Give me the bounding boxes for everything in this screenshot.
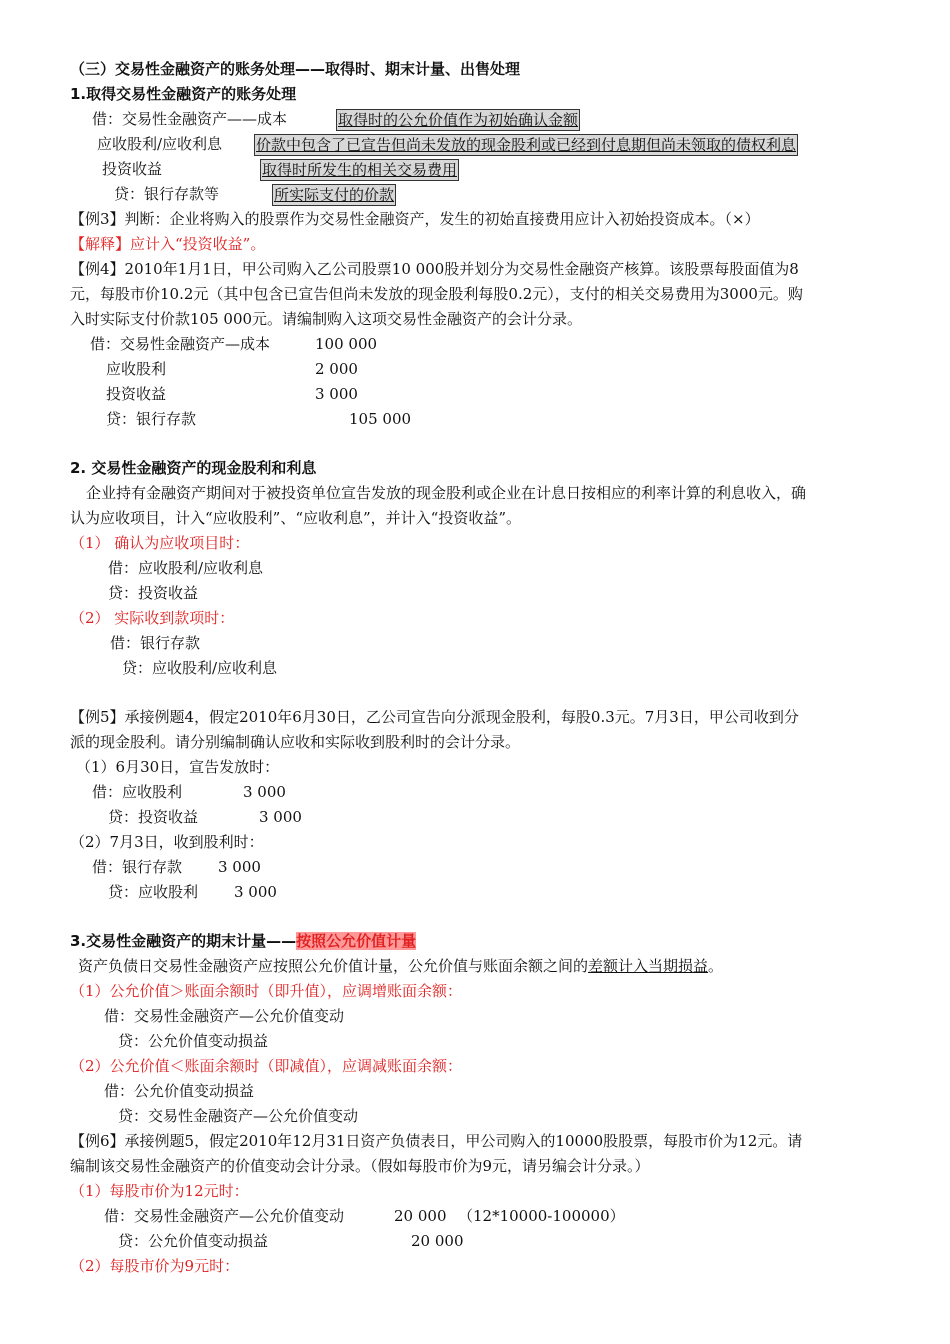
journal-row	[106, 407, 412, 432]
journal-account: 借：交易性金融资产—公允价值变动	[104, 1207, 345, 1225]
annotation-box: 价款中包含了已宣告但尚未发放的现金股利或已经到付息期但尚未领取的债权利息	[256, 136, 797, 154]
example-3-explanation: 【解释】应计入“投资收益”。	[70, 235, 266, 253]
highlighted-phrase: 按照公允价值计量	[296, 932, 417, 950]
paragraph-line	[78, 954, 723, 979]
entry-debit-row	[97, 132, 797, 157]
journal-amount: 3 000	[234, 883, 277, 901]
journal-amount: 3 000	[315, 385, 358, 403]
annotation-box: 取得时所发生的相关交易费用	[262, 161, 458, 179]
journal-calculation: （12*10000-100000）	[458, 1207, 625, 1225]
case-heading: （1）公允价值＞账面余额时（即升值），应调增账面余额：	[70, 982, 463, 1000]
journal-account: 投资收益	[106, 385, 167, 403]
journal-amount: 3 000	[259, 808, 302, 826]
journal-credit: 贷：公允价值变动损益	[118, 1032, 269, 1050]
entry-label: 借：交易性金融资产——成本	[92, 110, 288, 128]
example-6-line: 编制该交易性金融资产的价值变动会计分录。（假如每股市价为9元，请另编会计分录。）	[70, 1157, 650, 1175]
journal-amount: 105 000	[349, 410, 412, 428]
journal-account: 贷：应收股利	[108, 883, 199, 901]
journal-amount: 20 000	[394, 1207, 447, 1225]
journal-debit: 借：银行存款	[110, 634, 201, 652]
journal-debit: 借：交易性金融资产—公允价值变动	[104, 1007, 345, 1025]
journal-amount: 100 000	[315, 335, 378, 353]
section-heading: （三）交易性金融资产的账务处理——取得时、期末计量、出售处理	[70, 60, 521, 78]
journal-account: 借：应收股利	[92, 783, 183, 801]
example-5-line: 派的现金股利。请分别编制确认应收和实际收到股利时的会计分录。	[70, 733, 521, 751]
entry-label: 应收股利/应收利息	[97, 135, 223, 153]
underlined-phrase: 差额计入当期损益	[588, 957, 709, 975]
case-heading: （2）公允价值＜账面余额时（即减值），应调减账面余额：	[70, 1057, 463, 1075]
journal-debit: 借：应收股利/应收利息	[108, 559, 264, 577]
paragraph-text: 。	[708, 957, 724, 975]
journal-account: 借：交易性金融资产—成本	[90, 335, 271, 353]
journal-account: 贷：投资收益	[108, 808, 199, 826]
journal-account: 应收股利	[106, 360, 167, 378]
journal-amount: 2 000	[315, 360, 358, 378]
entry-credit-row	[114, 182, 395, 207]
case-heading: （1）每股市价为12元时：	[70, 1182, 249, 1200]
entry-debit-row	[102, 157, 458, 182]
journal-row	[108, 805, 302, 830]
journal-account: 贷：公允价值变动损益	[118, 1232, 269, 1250]
journal-row	[92, 780, 286, 805]
journal-debit: 借：公允价值变动损益	[104, 1082, 255, 1100]
journal-credit: 贷：应收股利/应收利息	[122, 659, 278, 677]
annotation-box: 取得时的公允价值作为初始确认金额	[338, 111, 579, 129]
subsection-1-title: 1.取得交易性金融资产的账务处理	[70, 85, 297, 103]
entry-label: 投资收益	[102, 160, 163, 178]
step-heading: （2） 实际收到款项时：	[70, 609, 235, 627]
subsection-3-title	[70, 929, 416, 954]
journal-row	[106, 382, 358, 407]
journal-amount: 3 000	[218, 858, 261, 876]
example-4-line: 元，每股市价10.2元（其中包含已宣告但尚未发放的现金股利每股0.2元），支付的相关交易费用为3000元。购	[70, 285, 803, 303]
journal-row	[108, 880, 277, 905]
paragraph-line: 认为应收项目，计入“应收股利”、“应收利息”，并计入“投资收益”。	[70, 509, 522, 527]
entry-label: 贷：银行存款等	[114, 185, 220, 203]
journal-row	[104, 1204, 625, 1229]
journal-row	[90, 332, 378, 357]
journal-row	[106, 357, 358, 382]
example-6-line: 【例6】承接例题5，假定2010年12月31日资产负债表日，甲公司购入的10000股股票，每股市价为12元。请	[70, 1132, 803, 1150]
step-heading: （1）6月30日，宣告发放时：	[76, 758, 280, 776]
annotation-box: 所实际支付的价款	[274, 186, 395, 204]
entry-debit-row	[92, 107, 579, 132]
journal-row	[118, 1229, 464, 1254]
case-heading: （2）每股市价为9元时：	[70, 1257, 240, 1275]
journal-row	[92, 855, 261, 880]
step-heading: （1） 确认为应收项目时：	[70, 534, 250, 552]
journal-credit: 贷：投资收益	[108, 584, 199, 602]
paragraph-line: 企业持有金融资产期间对于被投资单位宣告发放的现金股利或企业在计息日按相应的利率计算的利息收入，确	[86, 484, 807, 502]
step-heading: （2）7月3日，收到股利时：	[70, 833, 264, 851]
journal-amount: 20 000	[411, 1232, 464, 1250]
paragraph-text: 资产负债日交易性金融资产应按照公允价值计量，公允价值与账面余额之间的	[78, 957, 589, 975]
example-4-line: 【例4】2010年1月1日，甲公司购入乙公司股票10 000股并划分为交易性金融资产核算。该股票每股面值为8	[70, 260, 799, 278]
journal-credit: 贷：交易性金融资产—公允价值变动	[118, 1107, 359, 1125]
journal-account: 贷：银行存款	[106, 410, 197, 428]
example-5-line: 【例5】承接例题4，假定2010年6月30日，乙公司宣告向分派现金股利，每股0.3元。7月3日，甲公司收到分	[70, 708, 799, 726]
example-4-line: 入时实际支付价款105 000元。请编制购入这项交易性金融资产的会计分录。	[70, 310, 583, 328]
subsection-3-title-text: 3.交易性金融资产的期末计量——	[70, 932, 297, 950]
example-3: 【例3】判断：企业将购入的股票作为交易性金融资产，发生的初始直接费用应计入初始投资成本。（×）	[70, 210, 760, 228]
journal-amount: 3 000	[243, 783, 286, 801]
subsection-2-title: 2. 交易性金融资产的现金股利和利息	[70, 459, 317, 477]
journal-account: 借：银行存款	[92, 858, 183, 876]
